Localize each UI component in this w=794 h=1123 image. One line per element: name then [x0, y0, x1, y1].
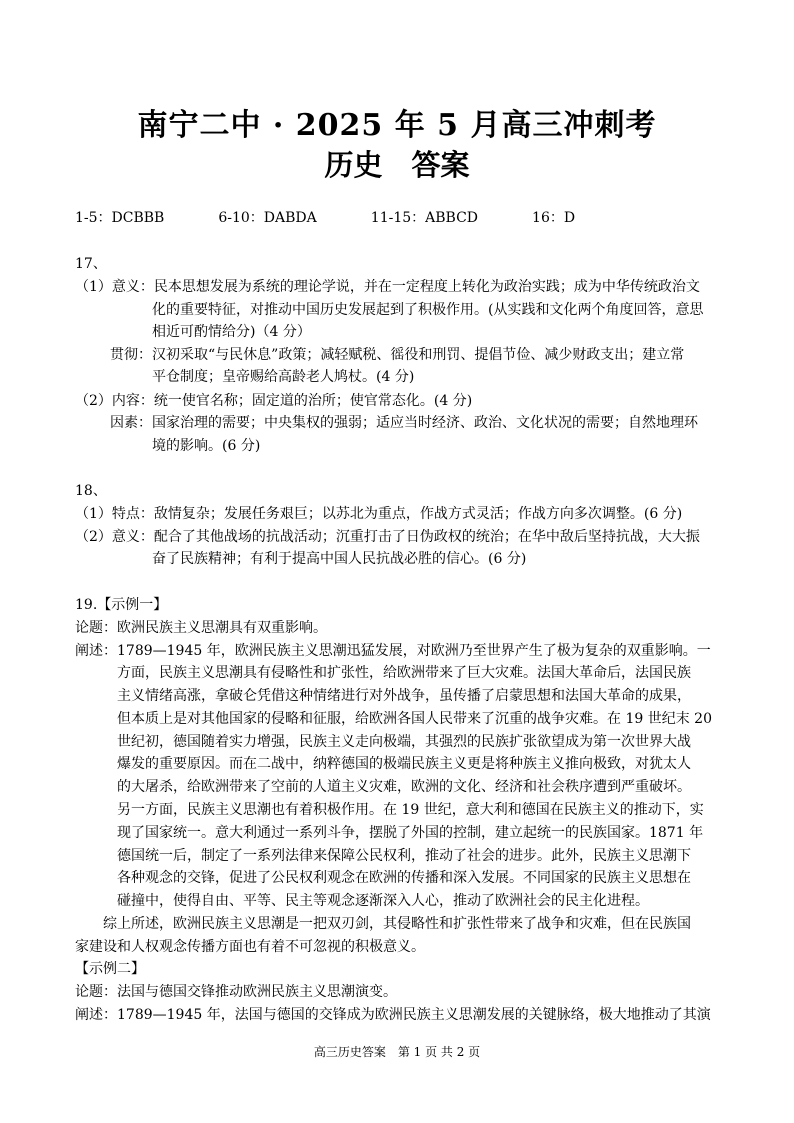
mc-answer-1-5: 1-5：DCBBB [75, 210, 165, 226]
q17-answer-line: 平仓制度；皇帝赐给高龄老人鸠杖。(4 分) [152, 369, 415, 385]
q19-essay-line: 综上所述，欧洲民族主义思潮是一把双刃剑，其侵略性和扩张性带来了战争和灾难，但在民族国 [103, 916, 691, 932]
page-title: 南宁二中 · 2025 年 5 月高三冲刺考 [137, 108, 657, 143]
q19-essay-line: 家建设和人权观念传播方面也有着不可忽视的积极意义。 [75, 939, 425, 955]
q19-essay-line: 另一方面，民族主义思潮也有着积极作用。在 19 世纪，意大利和德国在民族主义的推动下，实 [117, 802, 704, 818]
q18-number: 18、 [75, 483, 107, 499]
q19-essay-line: 世纪初，德国随着实力增强，民族主义走向极端，其强烈的民族扩张欲望成为第一次世界大战 [117, 734, 691, 750]
q19-essay-line: 碰撞中，使得自由、平等、民主等观念逐渐深入人心，推动了欧洲社会的民主化进程。 [117, 893, 649, 909]
q19-essay-line: 各种观念的交锋，促进了公民权利观念在欧洲的传播和深入发展。不同国家的民族主义思想在 [117, 870, 691, 886]
mc-answer-11-15: 11-15：ABBCD [370, 210, 479, 226]
q19-thesis: 论题：法国与德国交锋推动欧洲民族主义思潮演变。 [75, 984, 397, 1000]
q17-answer-line: 化的重要特征，对推动中国历史发展起到了积极作用。(从实践和文化两个角度回答，意思 [152, 302, 704, 318]
q19-essay-line: 阐述：1789—1945 年，欧洲民族主义思潮迅猛发展，对欧洲乃至世界产生了极为复杂的双重影响。一 [75, 643, 711, 659]
q17-number: 17、 [75, 256, 107, 272]
mc-answer-16: 16：D [532, 210, 576, 226]
q19-essay-line: 的大屠杀，给欧洲带来了空前的人道主义灾难，欧洲的文化、经济和社会秩序遭到严重破坏。 [117, 779, 691, 795]
q19-essay-line: 阐述：1789—1945 年，法国与德国的交锋成为欧洲民族主义思潮发展的关键脉络，极大地推动了其演 [75, 1007, 711, 1023]
q17-answer-line: 境的影响。(6 分) [152, 438, 261, 454]
q19-example-heading: 【示例二】 [75, 961, 145, 977]
q19-essay-line: 现了国家统一。意大利通过一系列斗争，摆脱了外国的控制，建立起统一的民族国家。1871 年 [117, 825, 704, 841]
q17-answer-line: 贯彻：汉初采取“与民休息”政策；减轻赋税、徭役和刑罚、提倡节俭、减少财政支出；建立常 [110, 347, 685, 363]
q19-essay-line: 德国统一后，制定了一系列法律来保障公民权利，推动了社会的进步。此外，民族主义思潮下 [117, 848, 691, 864]
q17-answer-line: （2）内容：统一使官名称；固定道的治所；使官常态化。(4 分) [75, 393, 473, 409]
page-subtitle: 历史 答案 [324, 148, 470, 182]
q19-essay-line: 但本质上是对其他国家的侵略和征服，给欧洲各国人民带来了沉重的战争灾难。在 19 世纪末 20 [117, 711, 712, 727]
q17-answer-line: 因素：国家治理的需要；中央集权的强弱；适应当时经济、政治、文化状况的需要；自然地理环 [110, 415, 698, 431]
q19-example-heading: 19.【示例一】 [75, 597, 168, 613]
q19-essay-line: 爆发的重要原因。而在二战中，纳粹德国的极端民族主义更是将种族主义推向极致，对犹太人 [117, 756, 691, 772]
q19-essay-line: 方面，民族主义思潮具有侵略性和扩张性，给欧洲带来了巨大灾难。法国大革命后，法国民族 [117, 665, 691, 681]
q18-answer-line: （1）特点：敌情复杂；发展任务艰巨；以苏北为重点，作战方式灵活；作战方向多次调整。(6 分) [75, 506, 683, 522]
mc-answer-6-10: 6-10：DABDA [218, 210, 317, 226]
q19-thesis: 论题：欧洲民族主义思潮具有双重影响。 [75, 620, 327, 636]
multiple-choice-answers [75, 208, 629, 228]
q19-essay-line: 主义情绪高涨，拿破仑凭借这种情绪进行对外战争，虽传播了启蒙思想和法国大革命的成果， [117, 688, 691, 704]
q18-answer-line: （2）意义：配合了其他战场的抗战活动；沉重打击了日伪政权的统治；在华中敌后坚持抗战，大大振 [75, 529, 700, 545]
q17-answer-line: （1）意义：民本思想发展为系统的理论学说，并在一定程度上转化为政治实践；成为中华传统政治文 [75, 279, 700, 295]
page-footer: 高三历史答案 第 1 页 共 2 页 [313, 1045, 481, 1059]
q18-answer-line: 奋了民族精神；有利于提高中国人民抗战必胜的信心。(6 分) [152, 551, 527, 567]
q17-answer-line: 相近可酌情给分)（4 分） [152, 324, 311, 340]
